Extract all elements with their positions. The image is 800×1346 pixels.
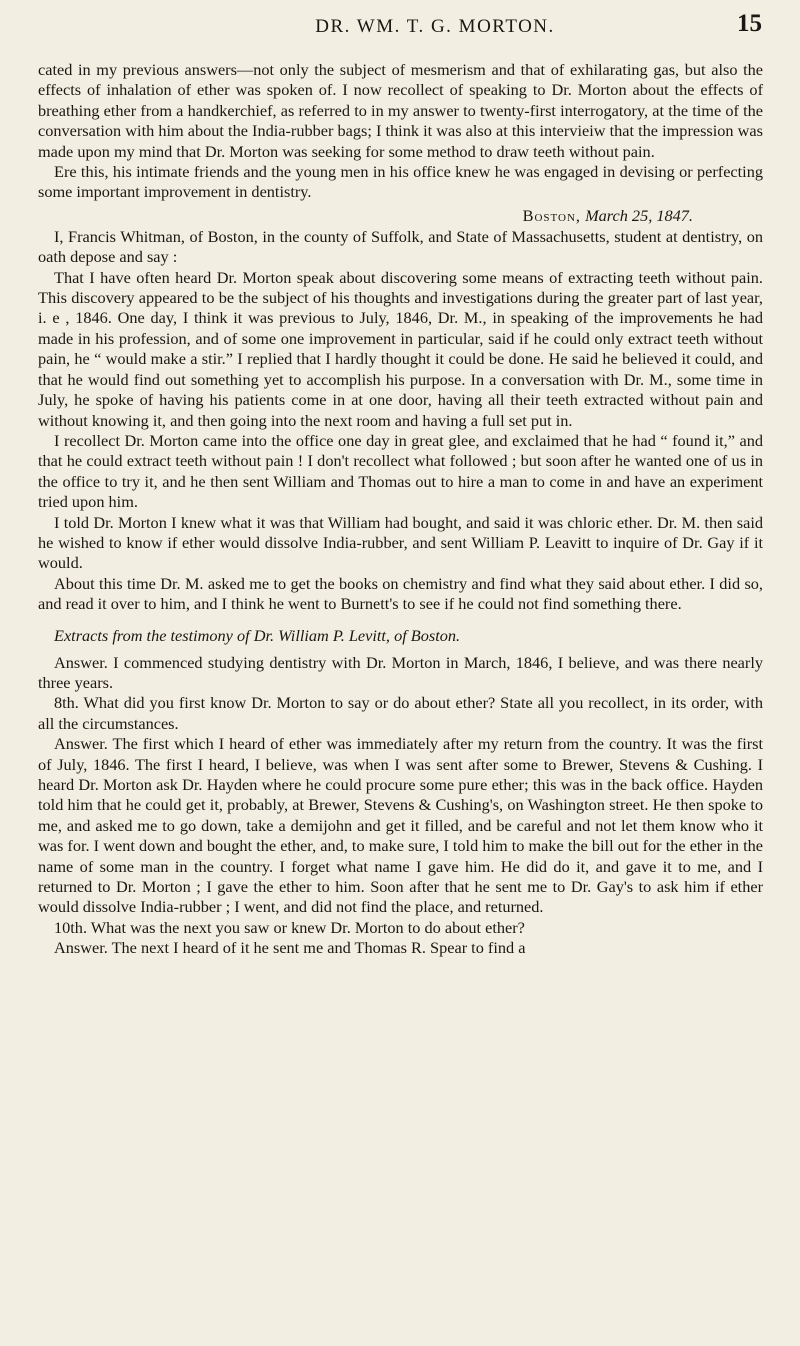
- paragraph: Answer. The next I heard of it he sent me and Thomas R. Spear to find a: [54, 938, 526, 958]
- dateline-date: March 25, 1847.: [585, 205, 693, 225]
- paragraph: 8th. What did you first know Dr. Morton to say or do about ether? State all you recollect, in its order, with all the circumstances.: [38, 693, 763, 733]
- paragraph: Answer. I commenced studying dentistry with Dr. Morton in March, 1846, I believe, and was there nearly three years.: [38, 652, 763, 692]
- paragraph: I told Dr. Morton I knew what it was that William had bought, and said it was chloric ether. Dr. M. then said he wished to know if ether would dissolve India-rubber, and sent William P. Leavitt to inquire of Dr. Gay if it would.: [38, 512, 763, 573]
- paragraph: That I have often heard Dr. Morton speak about discovering some means of extracting teeth without pain. This discovery appeared to be the subject of his thoughts and investigations during the greater part of last year, i. e , 1846. One day, I think it was previous to July, 1846, Dr. M., in speaking of the improvements he had made in his profession, and of some one improvement in particular, said if he could only extract teeth without pain, he “ would make a stir.” I replied that I hardly thought it could be done. He said he believed it could, and that he would find out something yet to accomplish his purpose. In a conversation with Dr. M., some time in July, he spoke of having his patients come in at one door, having all their teeth extracted without pain and without knowing it, and then going into the next room and having a full set put in.: [38, 267, 763, 430]
- paragraph: I recollect Dr. Morton came into the office one day in great glee, and exclaimed that he had “ found it,” and that he could extract teeth without pain ! I don't recollect what followed ; but soon after he wanted one of us in the office to try it, and he then sent William and Thomas out to hire a man to come in and have an experiment tried upon him.: [38, 430, 763, 512]
- paragraph: 10th. What was the next you saw or knew Dr. Morton to do about ether?: [54, 917, 525, 937]
- section-heading: Extracts from the testimony of Dr. William P. Levitt, of Boston.: [54, 625, 461, 645]
- body-text: [38, 60, 763, 959]
- paragraph: cated in my previous answers—not only the subject of mesmerism and that of exhilarating gas, but also the effects of inhalation of ether was spoken of. I now recollect of speaking to Dr. Morton about the effects of breathing ether from a handkerchief, as referred to in my answer to twenty-first interrogatory, at the time of the conversation with him about the India-rubber bags; I think it was also at this intervieiw that the impression was made upon my mind that Dr. Morton was seeking for some method to draw teeth without pain.: [38, 60, 763, 161]
- paragraph: I, Francis Whitman, of Boston, in the county of Suffolk, and State of Massachusetts, student at dentistry, on oath depose and say :: [38, 226, 763, 267]
- page-header: [108, 10, 762, 46]
- page-number: 15: [737, 10, 762, 37]
- running-head: DR. WM. T. G. MORTON.: [315, 16, 555, 37]
- paragraph: Answer. The first which I heard of ether was immediately after my return from the country. It was the first of July, 1846. The first I heard, I believe, was when I was sent after some to Brewer, Stevens & Cushing. I heard Dr. Morton ask Dr. Hayden where he could procure some pure ether; this was in the back office. Hayden told him that he could get it, probably, at Brewer, Stevens & Cushing's, on Washington street. He then spoke to me, and asked me to go down, take a demijohn and get it filled, and be careful and not let them know who it was for. I went down and bought the ether, and, to make sure, I told him to make the bill out for the ether in the name of some man in the country. I forget what name I gave him. He did do it, and gave it to me, and I returned to Dr. Morton ; I gave the ether to him. Soon after that he sent me to Dr. Gay's to ask him if ether would dissolve India-rubber ; I went, and did not find the place, and returned.: [38, 734, 763, 917]
- paragraph: About this time Dr. M. asked me to get the books on chemistry and find what they said about ether. I did so, and read it over to him, and I think he went to Burnett's to see if he could not find something there.: [38, 573, 763, 614]
- dateline: [38, 205, 763, 227]
- paragraph: Ere this, his intimate friends and the young men in his office knew he was engaged in devising or perfecting some important improvement in dentistry.: [38, 162, 763, 202]
- dateline-city: Boston,: [522, 205, 581, 225]
